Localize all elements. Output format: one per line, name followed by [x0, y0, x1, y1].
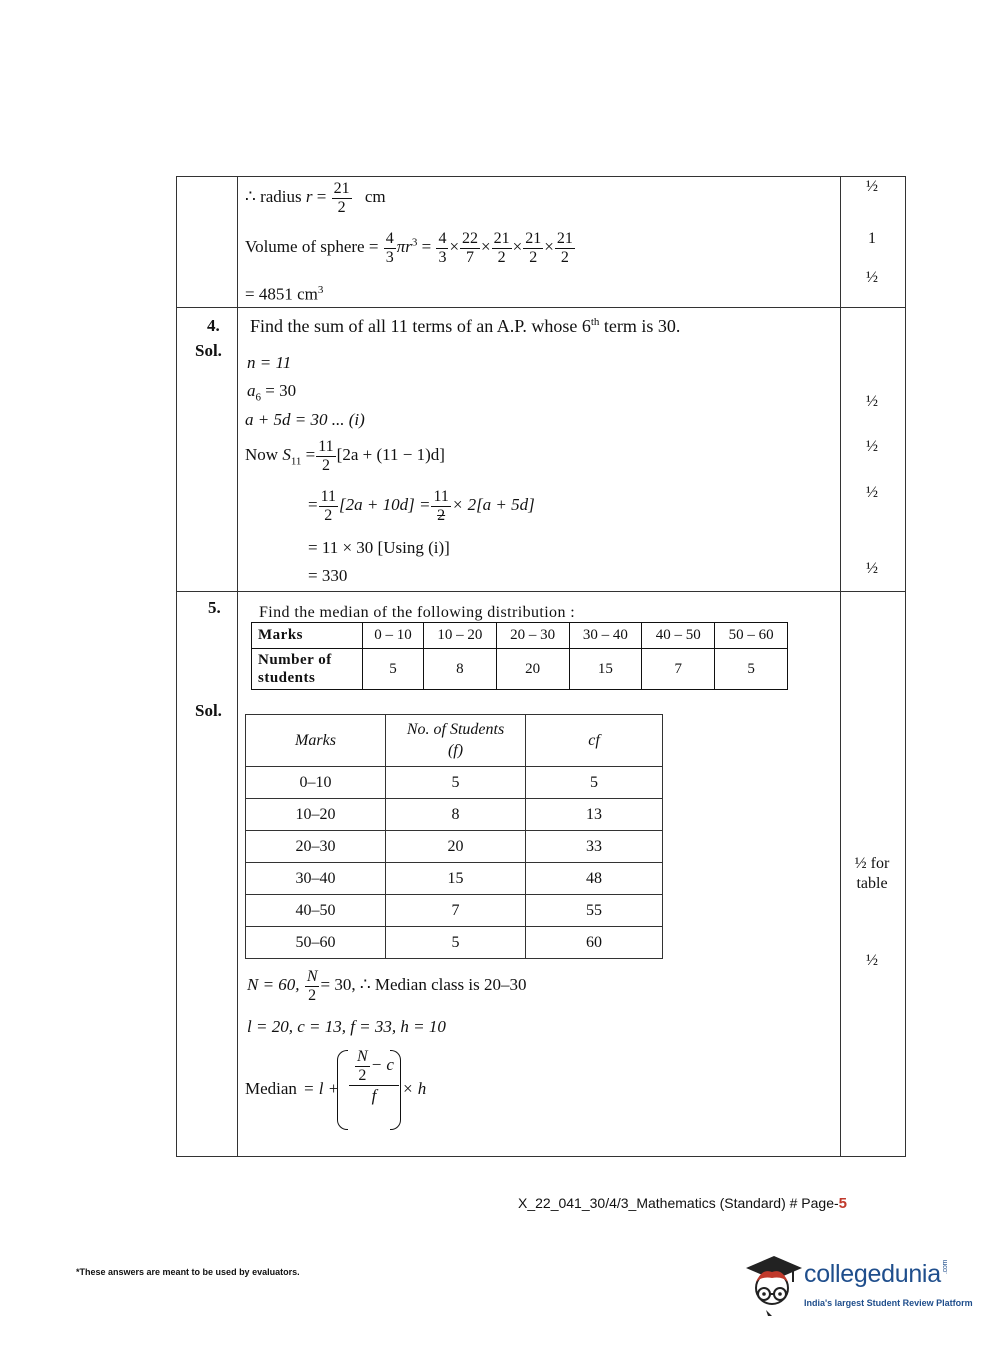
q5-count: 15 — [569, 649, 642, 690]
column-divider-left — [237, 176, 238, 1156]
question-5-table — [251, 622, 788, 690]
q5-class: 50 – 60 — [715, 623, 788, 649]
question-number-4: 4. — [207, 316, 220, 335]
evaluator-note: *These answers are meant to be used by evaluators. — [76, 1267, 300, 1277]
q5-count: 8 — [423, 649, 496, 690]
mark-q4-1: ½ — [866, 393, 878, 410]
question-5-text: Find the median of the following distribution : — [259, 604, 576, 621]
q5-table-row-students: Number of students 5 8 20 15 7 5 — [252, 649, 788, 690]
median-class-line: N = 60, $\frac{N}{2}$ = 30, ∴ Median class is 20–30 — [247, 968, 527, 1004]
mark-q4-2: ½ — [866, 438, 878, 455]
brand-tagline: India's largest Student Review Platform — [804, 1298, 973, 1308]
q4-line-using: = 11 × 30 [Using (i)] — [308, 538, 450, 557]
q5-class: 0 – 10 — [363, 623, 424, 649]
mark-q3-3: ½ — [866, 269, 878, 286]
radius-fraction: $\frac{21}{2}$ — [333, 180, 350, 216]
radius-line: ∴ radius r = $\frac{21}{2}$ cm — [245, 180, 386, 216]
solution-table — [245, 714, 663, 959]
mark-q5-2: table — [856, 875, 888, 892]
q4-line-expand: = $\frac{11}{2}$ [2a + 10d] = $\frac{11}{2}$ × 2[a + 5d] — [308, 488, 535, 524]
median-params: l = 20, c = 13, f = 33, h = 10 — [247, 1017, 446, 1036]
q5-count: 20 — [496, 649, 569, 690]
sol-label-4: Sol. — [195, 341, 222, 360]
q4-line-s11: Now $S_{11}$ = $\frac{11}{2}$ [2a + (11 − 1)d] — [245, 438, 445, 474]
table-row: 50–60 5 60 — [246, 927, 663, 959]
table-row: 20–30 20 33 — [246, 831, 663, 863]
mark-q4-3: ½ — [866, 484, 878, 501]
q5-count: 7 — [642, 649, 715, 690]
q5-count: 5 — [363, 649, 424, 690]
mascot-icon — [742, 1250, 802, 1318]
row-divider-q5 — [176, 591, 905, 592]
q4-line-answer: = 330 — [308, 566, 348, 585]
mark-q4-4: ½ — [866, 560, 878, 577]
q5-table-row-marks: Marks 0 – 10 10 – 20 20 – 30 30 – 40 40 – 50 50 – 60 — [252, 623, 788, 649]
volume-result: = 4851 $cm^3$ — [245, 284, 324, 304]
table-row: 40–50 7 55 — [246, 895, 663, 927]
q4-line-a6: $a_6 = 30$ — [247, 381, 297, 404]
mark-q3-2: 1 — [868, 230, 876, 247]
volume-line: Volume of sphere = $\frac{4}{3}$ $\pi r^3$ = $\frac{4}{3}$ × $\frac{22}{7}$ × $\frac{21}{2}$ × $\frac{21}{2}$ × $\frac{21}{2}$ — [245, 230, 573, 266]
q5-count: 5 — [715, 649, 788, 690]
table-row: 0–10 5 5 — [246, 767, 663, 799]
page-footer-code: X_22_041_30/4/3_Mathematics (Standard) # Page-5 — [518, 1195, 847, 1212]
row-divider-q4 — [176, 307, 905, 308]
q5-class: 40 – 50 — [642, 623, 715, 649]
q5-class: 10 – 20 — [423, 623, 496, 649]
q4-line-n: n = 11 — [247, 353, 292, 372]
mark-q5-3: ½ — [866, 952, 878, 969]
solution-table-header: Marks No. of Students (f) cf — [246, 715, 663, 767]
sol-label-5: Sol. — [195, 701, 222, 720]
q4-line-eq-i: a + 5d = 30 ... (i) — [245, 410, 365, 429]
q5-class: 20 – 30 — [496, 623, 569, 649]
question-4-text: Find the sum of all 11 terms of an A.P. whose 6th term is 30. — [250, 316, 681, 336]
q5-class: 30 – 40 — [569, 623, 642, 649]
mark-q3-1: ½ — [866, 178, 878, 195]
mark-q5-1: ½ for — [854, 855, 890, 872]
question-number-5: 5. — [208, 598, 221, 617]
table-row: 10–20 8 13 — [246, 799, 663, 831]
table-row: 30–40 15 48 — [246, 863, 663, 895]
collegedunia-logo: collegedunia.com India's largest Student Review Platform — [742, 1250, 972, 1320]
column-divider-right — [840, 176, 841, 1156]
